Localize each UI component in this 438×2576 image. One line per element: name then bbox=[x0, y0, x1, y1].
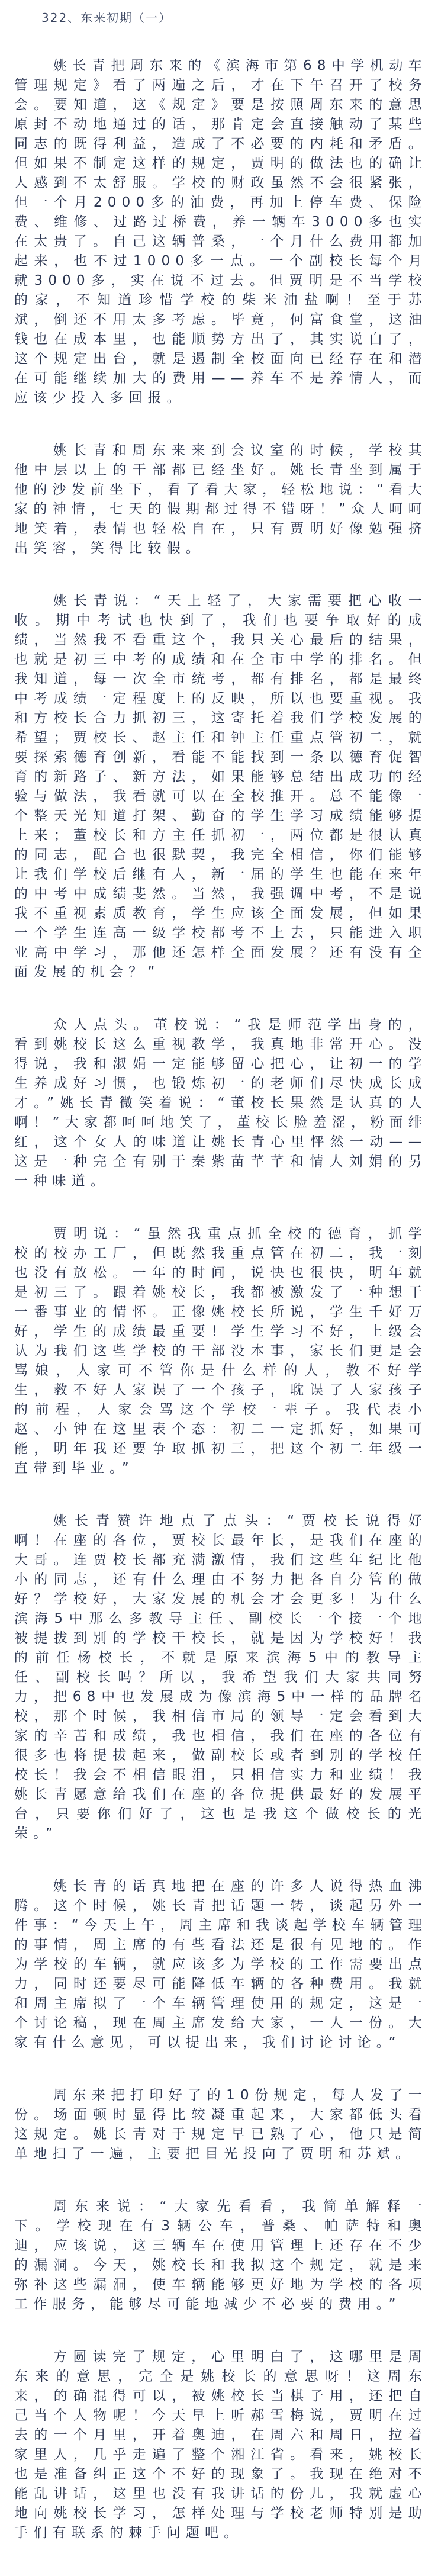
chapter-title: 322、东来初期（一） bbox=[41, 11, 172, 25]
paragraph: 众人点头。董校说：“我是师范学出身的，看到姚校长这么重视教学，我真地非常开心。没得说，我和淑娟一定能够留心把心，让初一的学生养成好习惯，也锻炼初一的老师们尽快成长成才。”姚长青微笑着说：“董校长果然是认真的人啊！”大家都呵呵地笑了，董校长脸羞涩，粉面绯红，这个女人的味道让姚长青心里怦然一动——这是一种完全有别于秦紫苗芊芊和情人刘娟的另一种味道。 bbox=[14, 1017, 427, 1189]
paragraph: 姚长青的话真地把在座的许多人说得热血沸腾。这个时候，姚长青把话题一转，谈起另外一件事：“今天上午，周主席和我谈起学校车辆管理的事情，周主席的有些看法还是很有见地的。作为学校的车辆，就应该多为学校的工作需要出点力，同时还要尽可能降低车辆的各种费用。我就和周主席拟了一个车辆管理使用的规定，这是一个讨论稿，现在周主席发给大家，一人一份。大家有什么意见，可以提出来，我们讨论讨论。” bbox=[14, 1879, 427, 2050]
paragraph: 姚长青把周东来的《滨海市第68中学机动车管理规定》看了两遍之后，才在下午召开了校务会。要知道，这《规定》要是按照周东来的意思原封不动地通过的话，那肯定会直接触动了某些同志的既得利益，造成了不必要的内耗和矛盾。但如果不制定这样的规定，贾明的做法也的确让人感到不太舒服。学校的财政虽然不会很紧张，但一个月2000多的油费，再加上停车费、保险费、维修、过路过桥费，养一辆车3000多也实在太贵了。自己这辆普桑，一个月什么费用都加起来，也不过1000多一点。一个副校长每个月就3000多，实在说不过去。但贾明是不当学校的家，不知道珍惜学校的柴米油盐啊！至于苏斌，倒还不用太多考虑。毕竟，何富食堂，这油钱也在成本里，也能顺势方出了，其实说白了，这个规定出台，就是遏制全校面向已经存在和潜在可能继续加大的费用——养车不是养情人，而应该少投入多回报。 bbox=[14, 58, 427, 406]
paragraph: 周东来把打印好了的10份规定，每人发了一份。场面顿时显得比较凝重起来，大家都低头看这规定。姚长青对于规定早已熟了心，他只是简单地扫了一遍，主要把目光投向了贾明和苏斌。 bbox=[14, 2088, 427, 2162]
paragraph: 姚长青和周东来来到会议室的时候，学校其他中层以上的干部都已经坐好。姚长青坐到属于他的沙发前坐下，看了看大家，轻松地说：“看大家的神情，七天的假期都过得不错呀！”众人呵呵地笑着，表情也轻松自在，只有贾明好像勉强挤出笑容，笑得比较假。 bbox=[14, 443, 427, 556]
paragraph: 贾明说：“虽然我重点抓全校的德育，抓学校的校办工厂，但既然我重点管在初二，我一刻也没有放松。一年的时间，说快也很快，明年就是初三了。跟着姚校长，我都被激发了一种想干一番事业的情怀。正像姚校长所说，学生千好万好，学生的成绩最重要！学生学习不好，上级会认为我们这些学校的干部没本事，家长们更是会骂娘，人家可不管你是什么样的人，教不好学生，教不好人家误了一个孩子，耽误了人家孩子的前程，人家会骂这个学校一辈子。我代表小赵、小钟在这里表个态：初二一定抓好，如果可能，明年我还要争取抓初三，把这个初二年级一直带到毕业。” bbox=[14, 1226, 427, 1476]
paragraph: 姚长青说：“天上轻了，大家需要把心收一收。期中考试也快到了，我们也要争取好的成绩，当然我不看重这个，我只关心最后的结果，也就是初三中考的成绩和在全市中学的排名。但我知道，每一次全市统考，都有排名，都是最终中考成绩一定程度上的反映，所以也要重视。我和方校长合力抓初三，这寄托着我们学校发展的希望；贾校长、赵主任和钟主任重点管初二，就要探索德育创新，看能不能找到一条以德育促智育的新路子、新方法，如果能够总结出成功的经验与做法，我看就可以在全校推开。总不能像一个整天光知道打架、勤奋的学生学习成绩能够提上来；董校长和方主任抓初一，两位都是很认真的同志，配合也很默契，我完全相信，你们能够让我们学校后继有人，新一届的学生也能在来年的中考中成绩斐然。当然，我强调中考，不是说我不重视素质教育，学生应该全面发展，但如果一个学生连高一级学校都考不上去，只能进入职业高中学习，那他还怎样全面发展？还有没有全面发展的机会？” bbox=[14, 593, 427, 980]
paragraph: 周东来说：“大家先看看，我简单解释一下。学校现在有3辆公车，普桑、帕萨特和奥迪，应该说，这三辆车在使用管理上还存在不少的漏洞。今天，姚校长和我拟这个规定，就是来弥补这些漏洞，使车辆能够更好地为学校的各项工作服务，能够尽可能地减少不必要的费用。” bbox=[14, 2199, 427, 2312]
chapter-body bbox=[14, 56, 427, 2543]
paragraph: 方圆读完了规定，心里明白了，这哪里是周东来的意思，完全是姚校长的意思呀！这周东来，的确混得可以，被姚校长当棋子用，还把自己当个人物呢！今天早上听郝雪梅说，贾明在过去的一个月里，开着奥迪，在周六和周日，拉着家里人，几乎走遍了整个湘江省。看来，姚校长也是准备纠正这个不好的现象了。我现在绝对不能乱讲话，这里也没有我讲话的份儿，我就虚心地向姚校长学习，怎样处理与学校老师特别是助手们有联系的棘手问题吧。 bbox=[14, 2349, 427, 2540]
paragraph: 姚长青赞许地点了点头：“贾校长说得好啊！在座的各位，贾校长最年长，是我们在座的大哥。连贾校长都充满激情，我们这些年纪比他小的同志，还有什么理由不努力把各自分管的做好？学校好，大家发展的机会才会更多！为什么滨海5中那么多教导主任、副校长一个接一个地被提拔到别的学校干校长，就是因为学校好！我的前任杨校长，不就是原来滨海5中的教导主任、副校长吗？所以，我希望我们大家共同努力，把68中也发展成为像滨海5中一样的品牌名校，那个时候，我相信市局的领导一定会看到大家的辛苦和成绩，我也相信，我们在座的各位有很多也将提拔起来，做副校长或者到别的学校任校长！我会不相信眼泪，只相信实力和业绩！我姚长青愿意给我们在座的各位提供最好的发展平台，只要你们好了，这也是我这个做校长的光荣。” bbox=[14, 1513, 427, 1841]
